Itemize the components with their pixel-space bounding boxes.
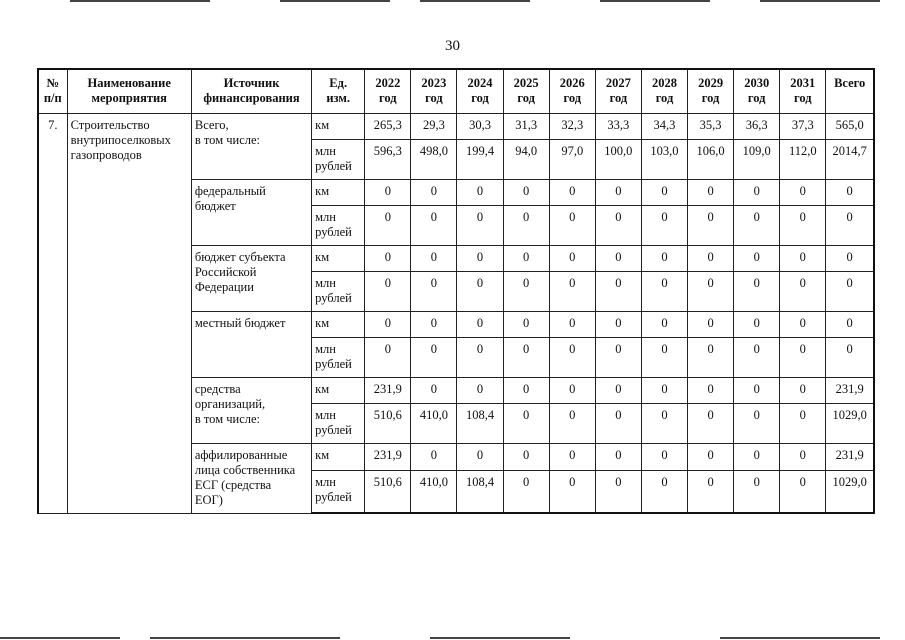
value-cell: 199,4 [457, 139, 503, 179]
value-cell: 0 [780, 271, 826, 311]
value-cell: 0 [549, 471, 595, 513]
value-cell: 0 [641, 205, 687, 245]
value-cell: 0 [457, 179, 503, 205]
value-cell: 0 [503, 377, 549, 403]
value-cell: 0 [503, 337, 549, 377]
value-cell: 0 [780, 311, 826, 337]
value-cell: 0 [780, 337, 826, 377]
value-cell: 0 [411, 179, 457, 205]
value-cell: 0 [503, 179, 549, 205]
table-row [38, 113, 874, 139]
value-cell: 0 [688, 377, 734, 403]
table-body [38, 113, 874, 513]
funding-source: аффилированные лица собственника ЕСГ (средства ЕОГ) [191, 443, 311, 513]
value-cell: 0 [641, 403, 687, 443]
value-cell: 0 [595, 377, 641, 403]
total-cell: 0 [826, 205, 874, 245]
funding-source: бюджет субъекта Российской Федерации [191, 245, 311, 311]
value-cell: 33,3 [595, 113, 641, 139]
total-cell: 565,0 [826, 113, 874, 139]
value-cell: 0 [734, 403, 780, 443]
value-cell: 0 [365, 337, 411, 377]
value-cell: 0 [411, 205, 457, 245]
value-cell: 510,6 [365, 403, 411, 443]
value-cell: 0 [595, 179, 641, 205]
value-cell: 0 [549, 311, 595, 337]
header-year: 2025 год [503, 69, 549, 113]
unit-cell: млн рублей [312, 139, 365, 179]
value-cell: 0 [595, 337, 641, 377]
value-cell: 0 [503, 245, 549, 271]
value-cell: 0 [734, 245, 780, 271]
value-cell: 265,3 [365, 113, 411, 139]
value-cell: 0 [457, 311, 503, 337]
header-row [38, 69, 874, 113]
value-cell: 0 [734, 311, 780, 337]
value-cell: 0 [780, 471, 826, 513]
header-num: № п/п [38, 69, 67, 113]
unit-cell: км [312, 443, 365, 471]
total-cell: 0 [826, 245, 874, 271]
value-cell: 37,3 [780, 113, 826, 139]
scan-line-top [70, 0, 210, 2]
value-cell: 0 [457, 377, 503, 403]
value-cell: 0 [549, 337, 595, 377]
value-cell: 0 [549, 403, 595, 443]
value-cell: 30,3 [457, 113, 503, 139]
value-cell: 0 [503, 205, 549, 245]
value-cell: 0 [688, 205, 734, 245]
scan-line-top [600, 0, 710, 2]
value-cell: 0 [411, 245, 457, 271]
value-cell: 0 [365, 311, 411, 337]
scan-line-bottom [430, 637, 570, 639]
value-cell: 36,3 [734, 113, 780, 139]
value-cell: 596,3 [365, 139, 411, 179]
value-cell: 410,0 [411, 471, 457, 513]
value-cell: 0 [641, 443, 687, 471]
value-cell: 0 [688, 471, 734, 513]
total-cell: 1029,0 [826, 403, 874, 443]
total-cell: 0 [826, 179, 874, 205]
header-source: Источник финансирования [191, 69, 311, 113]
value-cell: 97,0 [549, 139, 595, 179]
value-cell: 0 [595, 403, 641, 443]
value-cell: 29,3 [411, 113, 457, 139]
value-cell: 0 [549, 179, 595, 205]
value-cell: 0 [595, 205, 641, 245]
value-cell: 0 [641, 471, 687, 513]
header-total: Всего [826, 69, 874, 113]
header-year: 2024 год [457, 69, 503, 113]
value-cell: 231,9 [365, 443, 411, 471]
header-year: 2027 год [595, 69, 641, 113]
unit-cell: км [312, 311, 365, 337]
value-cell: 0 [734, 337, 780, 377]
funding-source: Всего, в том числе: [191, 113, 311, 179]
value-cell: 0 [688, 443, 734, 471]
value-cell: 0 [780, 179, 826, 205]
value-cell: 0 [411, 443, 457, 471]
value-cell: 0 [734, 443, 780, 471]
value-cell: 0 [780, 205, 826, 245]
unit-cell: млн рублей [312, 471, 365, 513]
value-cell: 112,0 [780, 139, 826, 179]
header-unit: Ед. изм. [312, 69, 365, 113]
value-cell: 0 [457, 337, 503, 377]
value-cell: 0 [780, 377, 826, 403]
value-cell: 32,3 [549, 113, 595, 139]
value-cell: 0 [734, 179, 780, 205]
value-cell: 0 [549, 443, 595, 471]
value-cell: 0 [734, 271, 780, 311]
total-cell: 0 [826, 271, 874, 311]
header-year: 2031 год [780, 69, 826, 113]
total-cell: 0 [826, 311, 874, 337]
value-cell: 0 [641, 377, 687, 403]
value-cell: 109,0 [734, 139, 780, 179]
funding-source: местный бюджет [191, 311, 311, 377]
value-cell: 0 [503, 271, 549, 311]
unit-cell: млн рублей [312, 337, 365, 377]
value-cell: 0 [734, 205, 780, 245]
value-cell: 0 [503, 403, 549, 443]
value-cell: 0 [411, 377, 457, 403]
value-cell: 0 [780, 403, 826, 443]
unit-cell: млн рублей [312, 271, 365, 311]
financing-table [37, 68, 875, 514]
value-cell: 0 [457, 205, 503, 245]
value-cell: 0 [411, 337, 457, 377]
value-cell: 0 [365, 271, 411, 311]
value-cell: 510,6 [365, 471, 411, 513]
value-cell: 0 [780, 245, 826, 271]
total-cell: 1029,0 [826, 471, 874, 513]
value-cell: 108,4 [457, 471, 503, 513]
value-cell: 0 [549, 205, 595, 245]
value-cell: 0 [595, 245, 641, 271]
value-cell: 0 [641, 271, 687, 311]
total-cell: 231,9 [826, 377, 874, 403]
value-cell: 106,0 [688, 139, 734, 179]
unit-cell: км [312, 179, 365, 205]
item-name: Строительство внутрипоселковых газопроводов [67, 113, 191, 513]
scan-line-bottom [720, 637, 880, 639]
value-cell: 100,0 [595, 139, 641, 179]
total-cell: 231,9 [826, 443, 874, 471]
value-cell: 0 [595, 443, 641, 471]
funding-source: средства организаций, в том числе: [191, 377, 311, 443]
value-cell: 34,3 [641, 113, 687, 139]
value-cell: 35,3 [688, 113, 734, 139]
value-cell: 0 [503, 471, 549, 513]
value-cell: 0 [595, 311, 641, 337]
value-cell: 0 [549, 245, 595, 271]
page-number: 30 [445, 38, 460, 54]
funding-source: федеральный бюджет [191, 179, 311, 245]
unit-cell: км [312, 113, 365, 139]
header-year: 2030 год [734, 69, 780, 113]
value-cell: 0 [457, 245, 503, 271]
unit-cell: км [312, 245, 365, 271]
item-number: 7. [38, 113, 67, 513]
value-cell: 0 [549, 377, 595, 403]
value-cell: 231,9 [365, 377, 411, 403]
header-year: 2029 год [688, 69, 734, 113]
unit-cell: км [312, 377, 365, 403]
value-cell: 103,0 [641, 139, 687, 179]
header-name: Наименование мероприятия [67, 69, 191, 113]
value-cell: 0 [595, 471, 641, 513]
scan-line-bottom [0, 637, 120, 639]
value-cell: 0 [411, 271, 457, 311]
value-cell: 0 [549, 271, 595, 311]
value-cell: 0 [641, 311, 687, 337]
value-cell: 498,0 [411, 139, 457, 179]
value-cell: 0 [503, 311, 549, 337]
value-cell: 0 [688, 245, 734, 271]
value-cell: 0 [365, 179, 411, 205]
value-cell: 94,0 [503, 139, 549, 179]
header-year: 2023 год [411, 69, 457, 113]
value-cell: 0 [688, 337, 734, 377]
scan-line-top [280, 0, 390, 2]
value-cell: 0 [688, 271, 734, 311]
value-cell: 108,4 [457, 403, 503, 443]
value-cell: 410,0 [411, 403, 457, 443]
value-cell: 0 [411, 311, 457, 337]
value-cell: 0 [641, 245, 687, 271]
value-cell: 0 [688, 179, 734, 205]
header-year: 2022 год [365, 69, 411, 113]
total-cell: 2014,7 [826, 139, 874, 179]
value-cell: 0 [641, 179, 687, 205]
value-cell: 31,3 [503, 113, 549, 139]
value-cell: 0 [688, 403, 734, 443]
unit-cell: млн рублей [312, 205, 365, 245]
header-year: 2026 год [549, 69, 595, 113]
scan-line-top [760, 0, 880, 2]
scan-line-bottom [150, 637, 340, 639]
value-cell: 0 [780, 443, 826, 471]
scan-line-top [420, 0, 530, 2]
value-cell: 0 [734, 471, 780, 513]
total-cell: 0 [826, 337, 874, 377]
value-cell: 0 [457, 271, 503, 311]
value-cell: 0 [503, 443, 549, 471]
value-cell: 0 [365, 205, 411, 245]
unit-cell: млн рублей [312, 403, 365, 443]
value-cell: 0 [595, 271, 641, 311]
value-cell: 0 [457, 443, 503, 471]
value-cell: 0 [365, 245, 411, 271]
value-cell: 0 [734, 377, 780, 403]
value-cell: 0 [688, 311, 734, 337]
header-year: 2028 год [641, 69, 687, 113]
value-cell: 0 [641, 337, 687, 377]
